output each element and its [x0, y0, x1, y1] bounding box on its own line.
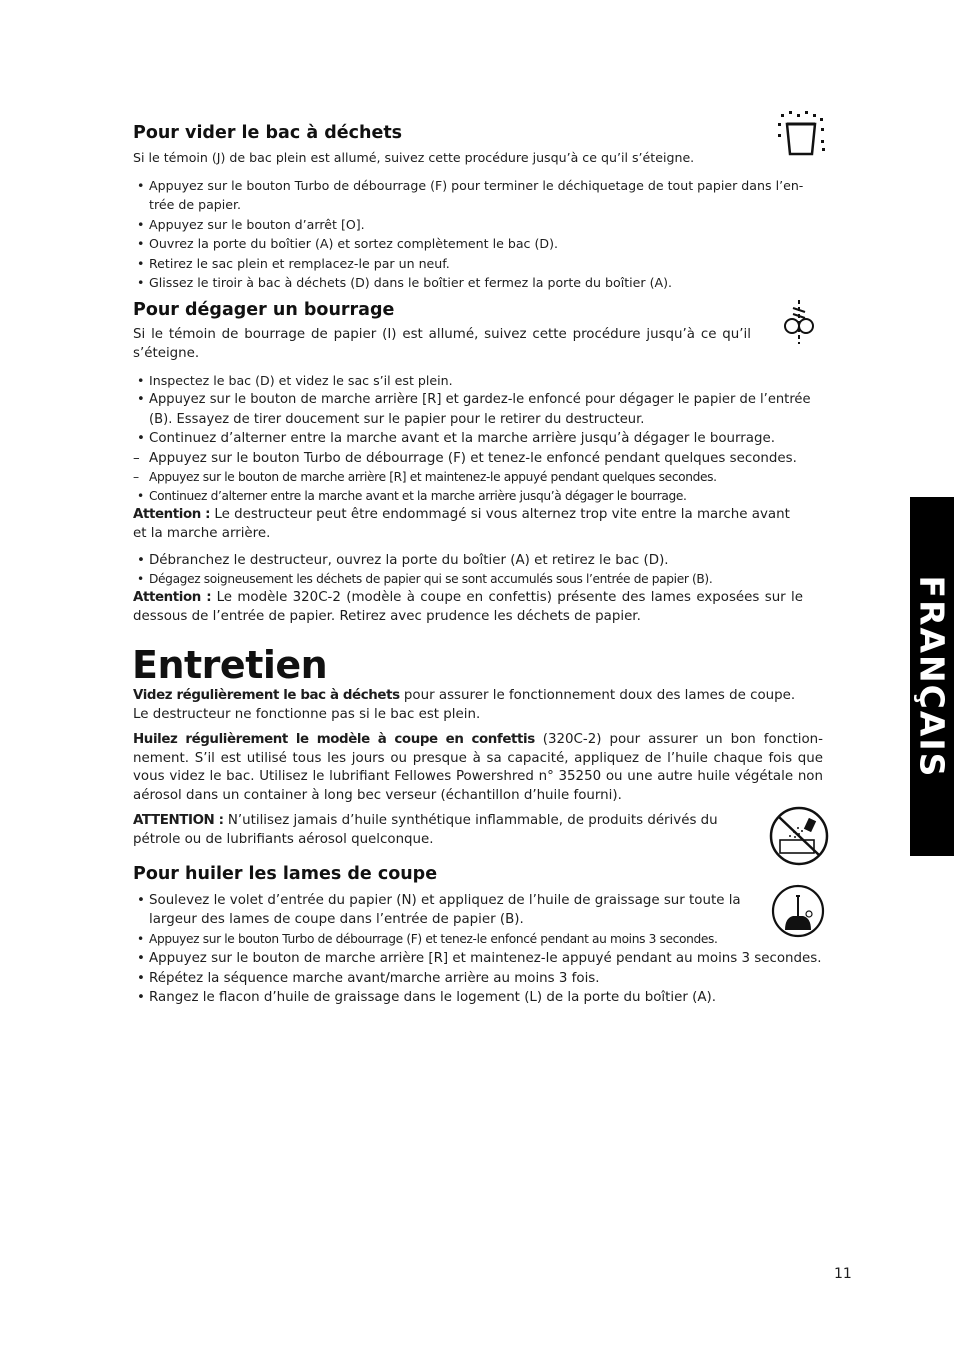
attention-text: Le modèle 320C-2 (modèle à coupe en confettis) présente des lames exposées sur le dessous de l’entrée de papier. Retirez avec prudence les déchets de papier.	[133, 590, 803, 624]
clear-jam-intro: Si le témoin de bourrage de papier (I) est allumé, suivez cette procédure jusqu’à ce qu’il s’éteigne.	[133, 327, 751, 361]
language-tab-label: FRANÇAIS	[912, 575, 952, 778]
list-item: • Continuez d’alterner entre la marche avant et la marche arrière jusqu’à dégager le bourrage.	[133, 487, 831, 506]
list-item: • Rangez le flacon d’huile de graissage dans le logement (L) de la porte du boîtier (A).	[133, 988, 831, 1007]
list-item: • Soulevez le volet d’entrée du papier (N) et appliquez de l’huile de graissage sur toute la largeur des lames de coupe dans l’entrée de papier (B).	[133, 891, 766, 930]
list-item: • Dégagez soigneusement les déchets de papier qui se sont accumulés sous l’entrée de papier (B).	[133, 570, 831, 589]
oil-can-icon	[771, 884, 825, 938]
attention-note-1	[133, 506, 803, 543]
paragraph-text: pour assurer le fonctionnement doux des lames de coupe. Le destructeur ne fonctionne pas si le bac est plein.	[133, 688, 796, 722]
paragraph-text: N’utilisez jamais d’huile synthétique inflammable, de produits dérivés du pétrole ou de lubrifiants aérosol quelconque.	[133, 813, 718, 847]
list-item-sub: – Appuyez sur le bouton de marche arrière [R] et maintenez-le appuyé pendant quelques secondes.	[133, 468, 831, 487]
list-item: • Retirez le sac plein et remplacez-le par un neuf.	[133, 254, 828, 273]
list-item: • Inspectez le bac (D) et videz le sac s’il est plein.	[133, 371, 831, 390]
attention-label: Attention :	[133, 507, 211, 522]
attention-label: Attention :	[133, 590, 212, 605]
section-title-oil-blades: Pour huiler les lames de coupe	[133, 864, 438, 884]
no-aerosol-icon	[768, 806, 830, 866]
attention-text: Le destructeur peut être endommagé si vous alternez trop vite entre la marche avant et la marche arrière.	[133, 507, 790, 541]
clear-jam-steps	[133, 371, 831, 507]
list-item: • Appuyez sur le bouton de marche arrière [R] et gardez-le enfoncé pour dégager le papier de l’entrée (B). Essayez de tirer doucement sur le papier pour le retirer du destructeur.	[133, 390, 831, 429]
page-heading-maintenance: Entretien	[132, 643, 328, 687]
emphasis: ATTENTION :	[133, 813, 224, 828]
section-title-clear-jam: Pour dégager un bourrage	[133, 300, 395, 320]
bin-full-icon	[775, 110, 827, 156]
list-item: • Répétez la séquence marche avant/marche arrière au moins 3 fois.	[133, 969, 831, 988]
page-number: 11	[834, 1266, 852, 1282]
language-tab	[910, 497, 954, 856]
maintenance-paragraph-1	[133, 687, 803, 724]
list-item: • Appuyez sur le bouton Turbo de débourrage (F) pour terminer le déchiquetage de tout papier dans l’en-trée de papier.	[133, 176, 828, 215]
list-item: • Appuyez sur le bouton de marche arrière [R] et maintenez-le appuyé pendant au moins 3 secondes.	[133, 949, 831, 968]
section-title-empty-bin: Pour vider le bac à déchets	[133, 123, 403, 143]
list-item: • Ouvrez la porte du boîtier (A) et sortez complètement le bac (D).	[133, 234, 828, 253]
attention-note-2	[133, 589, 803, 626]
paragraph-text: (320C-2) pour assurer un bon fonction-nement. S’il est utilisé tous les jours ou presque à sa capacité, appliquez de l’huile chaque fois que vous videz le bac. Utilisez le lubrifiant Fellowes Powershred n° 35250 ou une autre huile végétale non aérosol dans un container à long bec verseur (échantillon d’huile fourni).	[133, 732, 823, 803]
maintenance-warning	[133, 812, 748, 849]
emphasis: Videz régulièrement le bac à déchets	[133, 688, 400, 703]
emphasis: Huilez régulièrement le modèle à coupe en confettis	[133, 732, 535, 747]
list-item: • Glissez le tiroir à bac à déchets (D) dans le boîtier et fermez la porte du boîtier (A).	[133, 273, 828, 292]
list-item: • Continuez d’alterner entre la marche avant et la marche arrière jusqu’à dégager le bourrage.	[133, 429, 831, 448]
maintenance-paragraph-2	[133, 731, 823, 805]
list-item: • Appuyez sur le bouton d’arrêt [O].	[133, 215, 828, 234]
paper-jam-icon	[782, 298, 816, 346]
empty-bin-steps	[133, 176, 828, 292]
empty-bin-intro: Si le témoin (J) de bac plein est allumé, suivez cette procédure jusqu’à ce qu’il s’éteigne.	[133, 150, 695, 165]
list-item-sub: – Appuyez sur le bouton Turbo de débourrage (F) et tenez-le enfoncé pendant quelques secondes.	[133, 449, 831, 468]
list-item: • Appuyez sur le bouton Turbo de débourrage (F) et tenez-le enfoncé pendant au moins 3 secondes.	[133, 930, 831, 949]
clear-jam-steps-2	[133, 551, 831, 590]
oil-blades-steps	[133, 891, 831, 1007]
list-item: • Débranchez le destructeur, ouvrez la porte du boîtier (A) et retirez le bac (D).	[133, 551, 831, 570]
